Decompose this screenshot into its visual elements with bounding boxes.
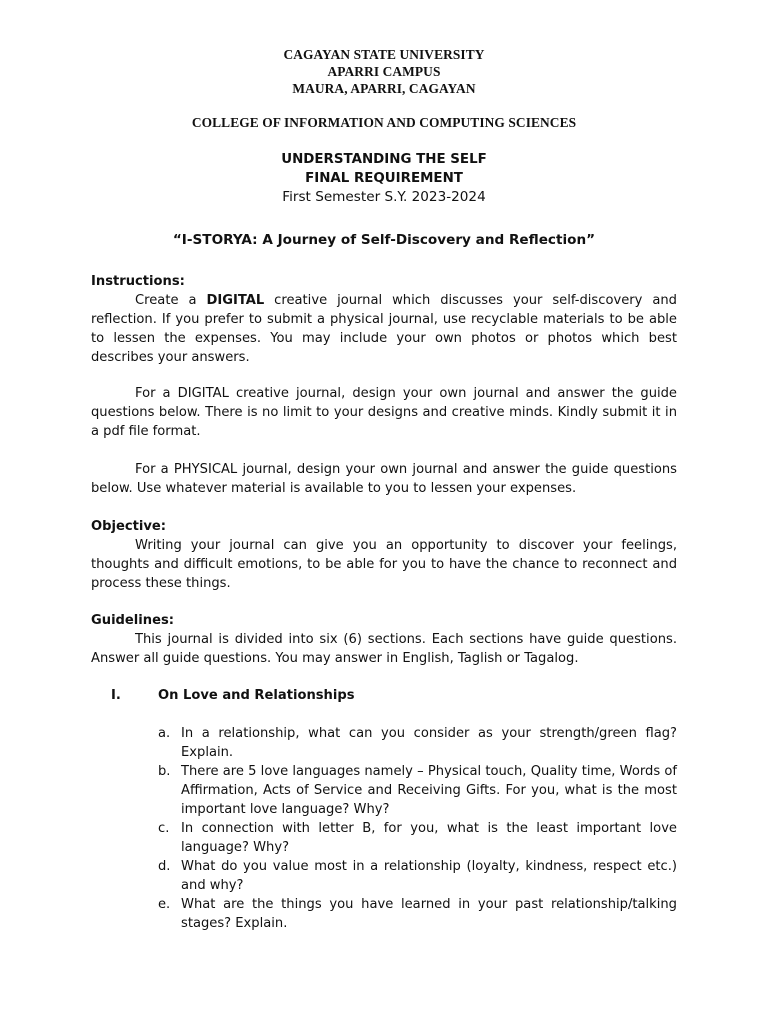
instructions-p1-pre: Create a <box>135 293 207 308</box>
instructions-p1-bold: DIGITAL <box>206 293 265 308</box>
guidelines-section <box>91 611 677 668</box>
objective-section <box>91 517 677 593</box>
section-1-questions <box>158 724 677 933</box>
journal-title: “I-STORYA: A Journey of Self-Discovery and Reflection” <box>172 232 596 248</box>
list-item <box>158 724 677 762</box>
list-marker: c. <box>158 821 170 836</box>
question-text: What do you value most in a relationship (loyalty, kindness, respect etc.) and why? <box>181 859 677 893</box>
list-marker: e. <box>158 897 171 912</box>
subject-block <box>0 150 768 207</box>
objective-text: Writing your journal can give you an opportunity to discover your feelings, thoughts and difficult emotions, to be able for you to have the chance to reconnect and process these things. <box>91 538 677 591</box>
university-header <box>0 46 768 97</box>
list-item <box>158 857 677 895</box>
semester-line: First Semester S.Y. 2023-2024 <box>282 189 486 205</box>
instructions-section <box>91 272 677 367</box>
list-marker: a. <box>158 726 171 741</box>
instructions-p1-post: creative journal which discusses your self-discovery and reflection. If you prefer to submit a physical journal, use recyclable materials to be able to lessen the expenses. You may include your own photos or photos which best describes your answers. <box>91 293 677 365</box>
question-text: In a relationship, what can you consider as your strength/green flag? Explain. <box>181 726 677 760</box>
instructions-paragraph-3: For a PHYSICAL journal, design your own journal and answer the guide questions below. Use whatever material is available to you to lessen your expenses. <box>91 462 677 496</box>
list-item <box>158 762 677 819</box>
question-text: What are the things you have learned in your past relationship/talking stages? Explain. <box>181 897 677 931</box>
list-marker: b. <box>158 764 171 779</box>
objective-heading: Objective: <box>91 519 167 534</box>
campus-name: APARRI CAMPUS <box>327 64 441 79</box>
list-item <box>158 819 677 857</box>
requirement-title: FINAL REQUIREMENT <box>305 171 463 186</box>
instructions-paragraph-3-block <box>91 460 677 498</box>
guidelines-text: This journal is divided into six (6) sections. Each sections have guide questions. Answer all guide questions. You may answer in English, Taglish or Tagalog. <box>91 632 677 666</box>
list-marker: d. <box>158 859 171 874</box>
section-1-number: I. <box>111 688 121 703</box>
question-text: There are 5 love languages namely – Physical touch, Quality time, Words of Affirmation, Acts of Service and Receiving Gifts. For you, what is the most important love language? Why? <box>181 764 677 817</box>
university-name: CAGAYAN STATE UNIVERSITY <box>283 47 485 62</box>
campus-address: MAURA, APARRI, CAGAYAN <box>292 81 476 96</box>
instructions-paragraph-2: For a DIGITAL creative journal, design your own journal and answer the guide questions below. There is no limit to your designs and creative minds. Kindly submit it in a pdf file format. <box>91 386 677 439</box>
instructions-paragraph-1 <box>91 291 677 367</box>
college-name: COLLEGE OF INFORMATION AND COMPUTING SCIENCES <box>191 115 577 130</box>
list-item <box>158 895 677 933</box>
instructions-paragraph-2-block <box>91 384 677 441</box>
instructions-heading: Instructions: <box>91 274 185 289</box>
question-text: In connection with letter B, for you, what is the least important love language? Why? <box>181 821 677 855</box>
section-1-title: On Love and Relationships <box>158 688 355 703</box>
guidelines-heading: Guidelines: <box>91 613 175 628</box>
course-title: UNDERSTANDING THE SELF <box>281 152 487 167</box>
